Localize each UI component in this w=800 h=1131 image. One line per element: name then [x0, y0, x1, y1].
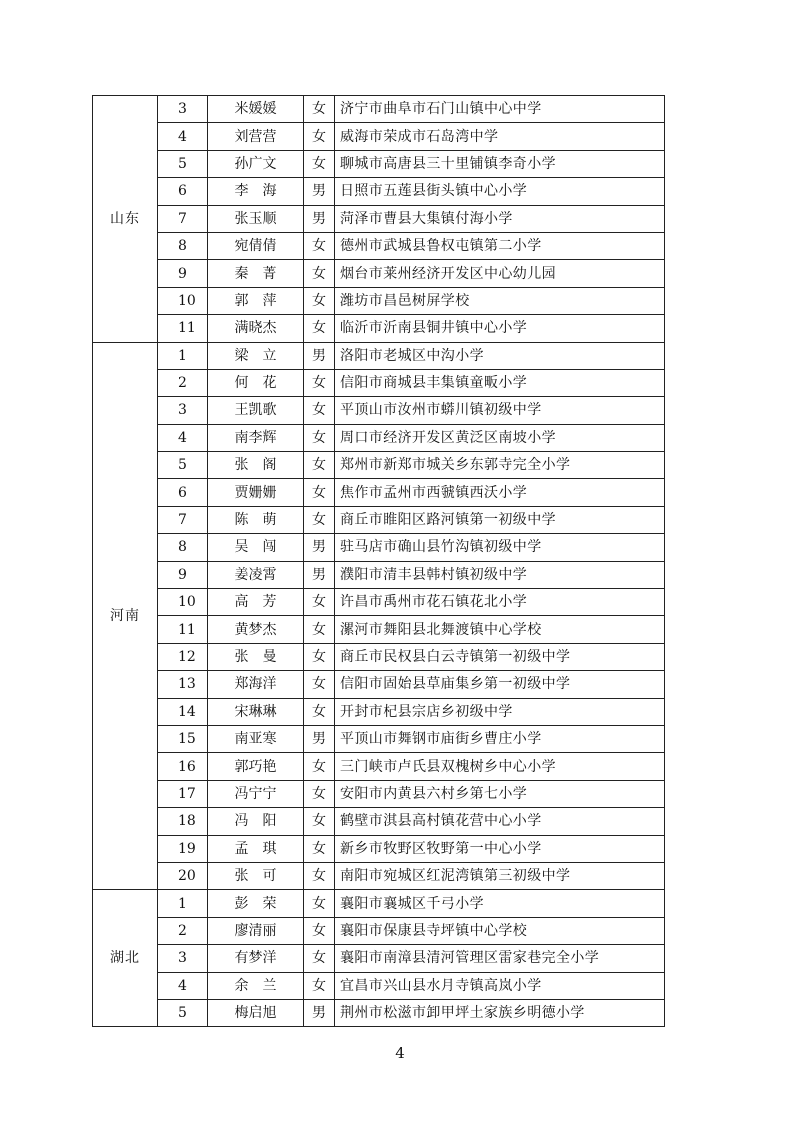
table-row	[93, 150, 665, 177]
row-number-cell: 6	[158, 178, 208, 205]
name-cell: 宋琳琳	[208, 698, 304, 725]
row-number-cell: 18	[158, 808, 208, 835]
row-number-cell: 8	[158, 534, 208, 561]
row-number-cell: 3	[158, 397, 208, 424]
school-cell: 临沂市沂南县铜井镇中心小学	[335, 315, 665, 342]
name-cell: 冯宁宁	[208, 780, 304, 807]
gender-cell: 女	[304, 972, 335, 999]
row-number-cell: 14	[158, 698, 208, 725]
gender-cell: 男	[304, 561, 335, 588]
school-cell: 德州市武城县鲁权屯镇第二小学	[335, 232, 665, 259]
row-number-cell: 1	[158, 890, 208, 917]
school-cell: 商丘市睢阳区路河镇第一初级中学	[335, 506, 665, 533]
gender-cell: 女	[304, 835, 335, 862]
gender-cell: 女	[304, 643, 335, 670]
gender-cell: 女	[304, 150, 335, 177]
name-cell: 有梦洋	[208, 945, 304, 972]
name-cell: 梁 立	[208, 342, 304, 369]
name-cell: 张 阁	[208, 452, 304, 479]
gender-cell: 女	[304, 369, 335, 396]
table-row	[93, 315, 665, 342]
gender-cell: 女	[304, 315, 335, 342]
gender-cell: 男	[304, 725, 335, 752]
table-row	[93, 369, 665, 396]
school-cell: 平顶山市舞钢市庙街乡曹庄小学	[335, 725, 665, 752]
name-cell: 陈 萌	[208, 506, 304, 533]
gender-cell: 女	[304, 589, 335, 616]
table-row	[93, 671, 665, 698]
province-cell: 河南	[93, 342, 158, 890]
row-number-cell: 19	[158, 835, 208, 862]
table-row	[93, 506, 665, 533]
school-cell: 信阳市固始县草庙集乡第一初级中学	[335, 671, 665, 698]
name-cell: 梅启旭	[208, 999, 304, 1026]
row-number-cell: 4	[158, 123, 208, 150]
name-cell: 姜凌霄	[208, 561, 304, 588]
row-number-cell: 9	[158, 260, 208, 287]
table-row	[93, 178, 665, 205]
table-row	[93, 287, 665, 314]
gender-cell: 女	[304, 452, 335, 479]
row-number-cell: 11	[158, 616, 208, 643]
school-cell: 安阳市内黄县六村乡第七小学	[335, 780, 665, 807]
table-row	[93, 96, 665, 123]
name-cell: 高 芳	[208, 589, 304, 616]
table-row	[93, 698, 665, 725]
school-cell: 宜昌市兴山县水月寺镇高岚小学	[335, 972, 665, 999]
table-row	[93, 232, 665, 259]
school-cell: 漯河市舞阳县北舞渡镇中心学校	[335, 616, 665, 643]
table-row	[93, 561, 665, 588]
name-cell: 孙广文	[208, 150, 304, 177]
name-cell: 李 海	[208, 178, 304, 205]
name-cell: 贾姗姗	[208, 479, 304, 506]
school-cell: 周口市经济开发区黄泛区南坡小学	[335, 424, 665, 451]
gender-cell: 女	[304, 232, 335, 259]
name-cell: 廖清丽	[208, 917, 304, 944]
gender-cell: 女	[304, 506, 335, 533]
name-cell: 张 曼	[208, 643, 304, 670]
school-cell: 日照市五莲县街头镇中心小学	[335, 178, 665, 205]
school-cell: 潍坊市昌邑树屏学校	[335, 287, 665, 314]
name-cell: 米媛媛	[208, 96, 304, 123]
row-number-cell: 7	[158, 205, 208, 232]
table-row	[93, 972, 665, 999]
name-cell: 郑海洋	[208, 671, 304, 698]
row-number-cell: 10	[158, 589, 208, 616]
name-cell: 郭巧艳	[208, 753, 304, 780]
school-cell: 焦作市孟州市西虢镇西沃小学	[335, 479, 665, 506]
row-number-cell: 4	[158, 972, 208, 999]
row-number-cell: 7	[158, 506, 208, 533]
name-cell: 何 花	[208, 369, 304, 396]
row-number-cell: 5	[158, 999, 208, 1026]
school-cell: 襄阳市襄城区千弓小学	[335, 890, 665, 917]
row-number-cell: 6	[158, 479, 208, 506]
name-cell: 冯 阳	[208, 808, 304, 835]
name-cell: 王凯歌	[208, 397, 304, 424]
name-cell: 秦 菁	[208, 260, 304, 287]
gender-cell: 男	[304, 342, 335, 369]
teacher-list-table	[92, 95, 665, 1027]
school-cell: 驻马店市确山县竹沟镇初级中学	[335, 534, 665, 561]
row-number-cell: 3	[158, 945, 208, 972]
name-cell: 郭 萍	[208, 287, 304, 314]
name-cell: 孟 琪	[208, 835, 304, 862]
row-number-cell: 15	[158, 725, 208, 752]
row-number-cell: 10	[158, 287, 208, 314]
school-cell: 南阳市宛城区红泥湾镇第三初级中学	[335, 862, 665, 889]
row-number-cell: 4	[158, 424, 208, 451]
gender-cell: 女	[304, 260, 335, 287]
school-cell: 商丘市民权县白云寺镇第一初级中学	[335, 643, 665, 670]
school-cell: 洛阳市老城区中沟小学	[335, 342, 665, 369]
row-number-cell: 11	[158, 315, 208, 342]
row-number-cell: 17	[158, 780, 208, 807]
table-row	[93, 479, 665, 506]
row-number-cell: 20	[158, 862, 208, 889]
table-row	[93, 589, 665, 616]
row-number-cell: 2	[158, 369, 208, 396]
school-cell: 许昌市禹州市花石镇花北小学	[335, 589, 665, 616]
gender-cell: 女	[304, 945, 335, 972]
table-row	[93, 342, 665, 369]
row-number-cell: 3	[158, 96, 208, 123]
row-number-cell: 1	[158, 342, 208, 369]
gender-cell: 女	[304, 671, 335, 698]
table-row	[93, 643, 665, 670]
gender-cell: 女	[304, 890, 335, 917]
gender-cell: 女	[304, 698, 335, 725]
row-number-cell: 9	[158, 561, 208, 588]
table-row	[93, 862, 665, 889]
table-row	[93, 917, 665, 944]
table-row	[93, 452, 665, 479]
table-row	[93, 205, 665, 232]
row-number-cell: 12	[158, 643, 208, 670]
table-row	[93, 890, 665, 917]
gender-cell: 女	[304, 123, 335, 150]
table-row	[93, 780, 665, 807]
name-cell: 张玉顺	[208, 205, 304, 232]
gender-cell: 女	[304, 96, 335, 123]
name-cell: 彭 荣	[208, 890, 304, 917]
gender-cell: 女	[304, 753, 335, 780]
school-cell: 荆州市松滋市卸甲坪土家族乡明德小学	[335, 999, 665, 1026]
school-cell: 新乡市牧野区牧野第一中心小学	[335, 835, 665, 862]
name-cell: 张 可	[208, 862, 304, 889]
gender-cell: 男	[304, 205, 335, 232]
gender-cell: 女	[304, 616, 335, 643]
table-row	[93, 835, 665, 862]
teacher-list-table-container	[92, 95, 664, 1027]
gender-cell: 女	[304, 780, 335, 807]
name-cell: 南李辉	[208, 424, 304, 451]
row-number-cell: 16	[158, 753, 208, 780]
table-row	[93, 725, 665, 752]
name-cell: 南亚寒	[208, 725, 304, 752]
school-cell: 菏泽市曹县大集镇付海小学	[335, 205, 665, 232]
table-row	[93, 534, 665, 561]
school-cell: 济宁市曲阜市石门山镇中心中学	[335, 96, 665, 123]
gender-cell: 女	[304, 397, 335, 424]
school-cell: 开封市杞县宗店乡初级中学	[335, 698, 665, 725]
school-cell: 襄阳市南漳县清河管理区雷家巷完全小学	[335, 945, 665, 972]
gender-cell: 女	[304, 808, 335, 835]
table-row	[93, 616, 665, 643]
table-row	[93, 260, 665, 287]
school-cell: 三门峡市卢氏县双槐树乡中心小学	[335, 753, 665, 780]
province-cell: 山东	[93, 96, 158, 343]
gender-cell: 男	[304, 534, 335, 561]
name-cell: 宛倩倩	[208, 232, 304, 259]
row-number-cell: 5	[158, 452, 208, 479]
name-cell: 黄梦杰	[208, 616, 304, 643]
gender-cell: 女	[304, 917, 335, 944]
name-cell: 吴 闯	[208, 534, 304, 561]
page-number: 4	[395, 1044, 405, 1062]
row-number-cell: 2	[158, 917, 208, 944]
row-number-cell: 13	[158, 671, 208, 698]
school-cell: 威海市荣成市石岛湾中学	[335, 123, 665, 150]
row-number-cell: 8	[158, 232, 208, 259]
table-row	[93, 424, 665, 451]
school-cell: 平顶山市汝州市蟒川镇初级中学	[335, 397, 665, 424]
table-row	[93, 808, 665, 835]
school-cell: 襄阳市保康县寺坪镇中心学校	[335, 917, 665, 944]
table-row	[93, 753, 665, 780]
gender-cell: 女	[304, 862, 335, 889]
school-cell: 聊城市高唐县三十里铺镇李奇小学	[335, 150, 665, 177]
table-row	[93, 945, 665, 972]
school-cell: 烟台市莱州经济开发区中心幼儿园	[335, 260, 665, 287]
teacher-list-body	[93, 96, 665, 1027]
province-cell: 湖北	[93, 890, 158, 1027]
gender-cell: 女	[304, 287, 335, 314]
table-row	[93, 397, 665, 424]
gender-cell: 女	[304, 479, 335, 506]
school-cell: 郑州市新郑市城关乡东郭寺完全小学	[335, 452, 665, 479]
row-number-cell: 5	[158, 150, 208, 177]
table-row	[93, 123, 665, 150]
school-cell: 濮阳市清丰县韩村镇初级中学	[335, 561, 665, 588]
school-cell: 信阳市商城县丰集镇童畈小学	[335, 369, 665, 396]
gender-cell: 男	[304, 999, 335, 1026]
gender-cell: 男	[304, 178, 335, 205]
school-cell: 鹤壁市淇县高村镇花营中心小学	[335, 808, 665, 835]
gender-cell: 女	[304, 424, 335, 451]
name-cell: 刘营营	[208, 123, 304, 150]
table-row	[93, 999, 665, 1026]
name-cell: 余 兰	[208, 972, 304, 999]
name-cell: 满晓杰	[208, 315, 304, 342]
